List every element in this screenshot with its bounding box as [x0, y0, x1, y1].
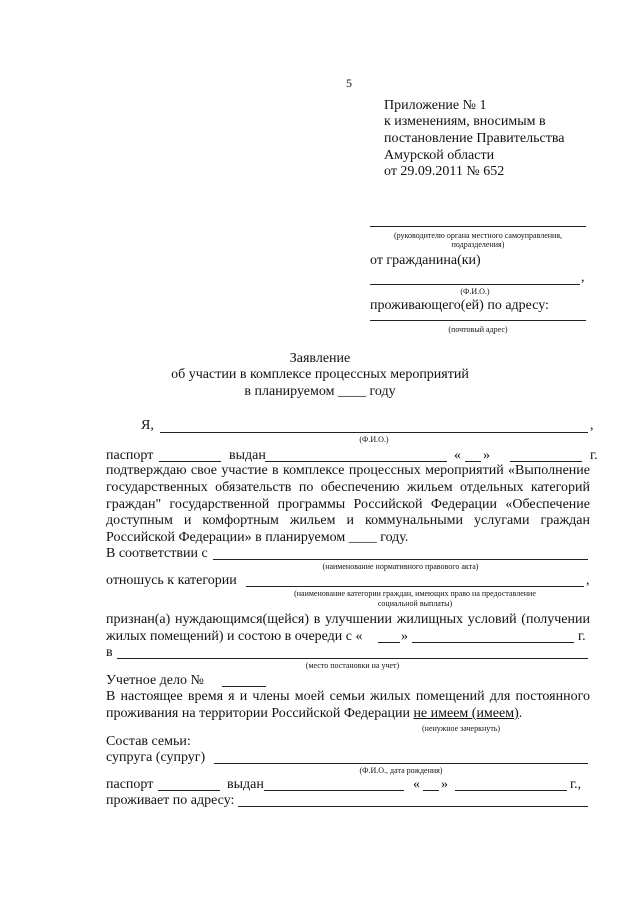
from-label: от гражданина(ки)	[370, 253, 481, 268]
now-line-2	[106, 706, 522, 722]
place-line[interactable]	[117, 658, 588, 659]
place-hint: (место постановки на учет)	[305, 661, 400, 670]
category-hint-1: (наименование категории граждан, имеющих право на предоставление	[294, 589, 536, 598]
spouse-issue-day-line[interactable]	[423, 790, 439, 791]
record-number-line[interactable]	[222, 686, 266, 687]
ya-label: Я,	[141, 418, 154, 433]
strike-hint: (ненужное зачеркнуть)	[422, 724, 501, 733]
title-line-3: в планируемом ____ году	[244, 384, 396, 399]
confirm-line-3: граждан" государственной программы Российской Федерации «Обеспечение	[106, 497, 590, 512]
fio-line[interactable]	[160, 432, 588, 433]
not-have-option[interactable]: не имеем (имеем)	[413, 706, 519, 721]
category-line[interactable]	[246, 586, 584, 587]
recognized-line-2: жилых помещений) и состою в очереди с «	[106, 629, 363, 644]
issued-label: выдан	[229, 448, 266, 463]
spouse-quote-open: «	[413, 777, 420, 792]
spouse-passport-label: паспорт	[106, 777, 154, 792]
v-label: в	[106, 645, 113, 660]
fio-hint: (Ф.И.О.)	[359, 435, 389, 444]
from-fio-hint: (Ф.И.О.)	[460, 287, 490, 296]
spouse-label: супруга (супруг)	[106, 750, 206, 765]
spouse-quote-close: »	[441, 777, 448, 792]
category-comma: ,	[586, 573, 590, 588]
queue-year-suffix: г.	[578, 629, 586, 644]
now-line-2-text: проживания на территории Российской Федерации	[106, 706, 410, 721]
queue-quote-close: »	[401, 629, 408, 644]
appendix-line-5: от 29.09.2011 № 652	[384, 164, 505, 179]
title-line-2: об участии в комплексе процессных мероприятий	[171, 367, 469, 382]
address-hint: (почтовый адрес)	[448, 325, 508, 334]
queue-month-line[interactable]	[412, 642, 574, 643]
lives-address-line[interactable]	[238, 806, 588, 807]
title-line-1: Заявление	[289, 351, 351, 366]
category-hint-2: социальной выплаты)	[377, 599, 453, 608]
spouse-passport-number-line[interactable]	[158, 790, 220, 791]
spouse-issued-label: выдан	[227, 777, 264, 792]
confirm-line-1: подтверждаю свое участие в комплексе процессных мероприятий «Выполнение	[106, 463, 590, 478]
recipient-hint-2: подразделения)	[451, 240, 505, 249]
confirm-line-2: государственных обязательств по обеспечению жильем отдельных категорий	[106, 480, 590, 495]
passport-number-line[interactable]	[159, 461, 221, 462]
spouse-issued-by-line[interactable]	[264, 790, 404, 791]
issued-by-line[interactable]	[265, 461, 447, 462]
confirm-line-4: доступным и комфортным жильем и коммунальными услугами граждан	[106, 513, 590, 528]
record-label: Учетное дело №	[106, 673, 204, 688]
family-label: Состав семьи:	[106, 734, 191, 749]
recipient-line[interactable]	[370, 226, 586, 227]
act-line[interactable]	[213, 559, 588, 560]
issue-month-line[interactable]	[510, 461, 582, 462]
spouse-issue-month-line[interactable]	[455, 790, 567, 791]
act-hint: (наименование нормативного правового акта)	[322, 562, 479, 571]
address-line[interactable]	[370, 320, 586, 321]
issue-day-line[interactable]	[465, 461, 481, 462]
from-fio-line[interactable]	[370, 284, 580, 285]
confirm-line-5: Российской Федерации» в планируемом ____ году.	[106, 530, 409, 545]
page-number: 5	[346, 76, 352, 90]
quote-close: »	[483, 448, 490, 463]
appendix-line-3: постановление Правительства	[384, 131, 565, 146]
appendix-line-2: к изменениям, вносимым в	[384, 114, 546, 129]
year-suffix: г.	[590, 448, 598, 463]
address-label: проживающего(ей) по адресу:	[370, 298, 549, 313]
fio-comma: ,	[590, 418, 594, 433]
recipient-hint-1: (руководителю органа местного самоуправления,	[393, 231, 563, 240]
accordance-label: В соответствии с	[106, 546, 208, 561]
category-label: отношусь к категории	[106, 573, 237, 588]
recognized-line-1: признан(а) нуждающимся(щейся) в улучшении жилищных условий (получении	[106, 612, 590, 627]
now-period: .	[518, 706, 523, 721]
from-comma: ,	[581, 270, 585, 285]
now-line-1: В настоящее время я и члены моей семьи жилых помещений для постоянного	[106, 689, 590, 704]
spouse-hint: (Ф.И.О., дата рождения)	[359, 766, 443, 775]
spouse-year-suffix: г.,	[570, 777, 582, 792]
quote-open: «	[454, 448, 461, 463]
queue-day-line[interactable]	[378, 642, 400, 643]
spouse-line[interactable]	[214, 763, 588, 764]
appendix-line-1: Приложение № 1	[384, 98, 487, 113]
lives-label: проживает по адресу:	[106, 793, 235, 808]
appendix-line-4: Амурской области	[384, 148, 495, 163]
passport-label: паспорт	[106, 448, 154, 463]
